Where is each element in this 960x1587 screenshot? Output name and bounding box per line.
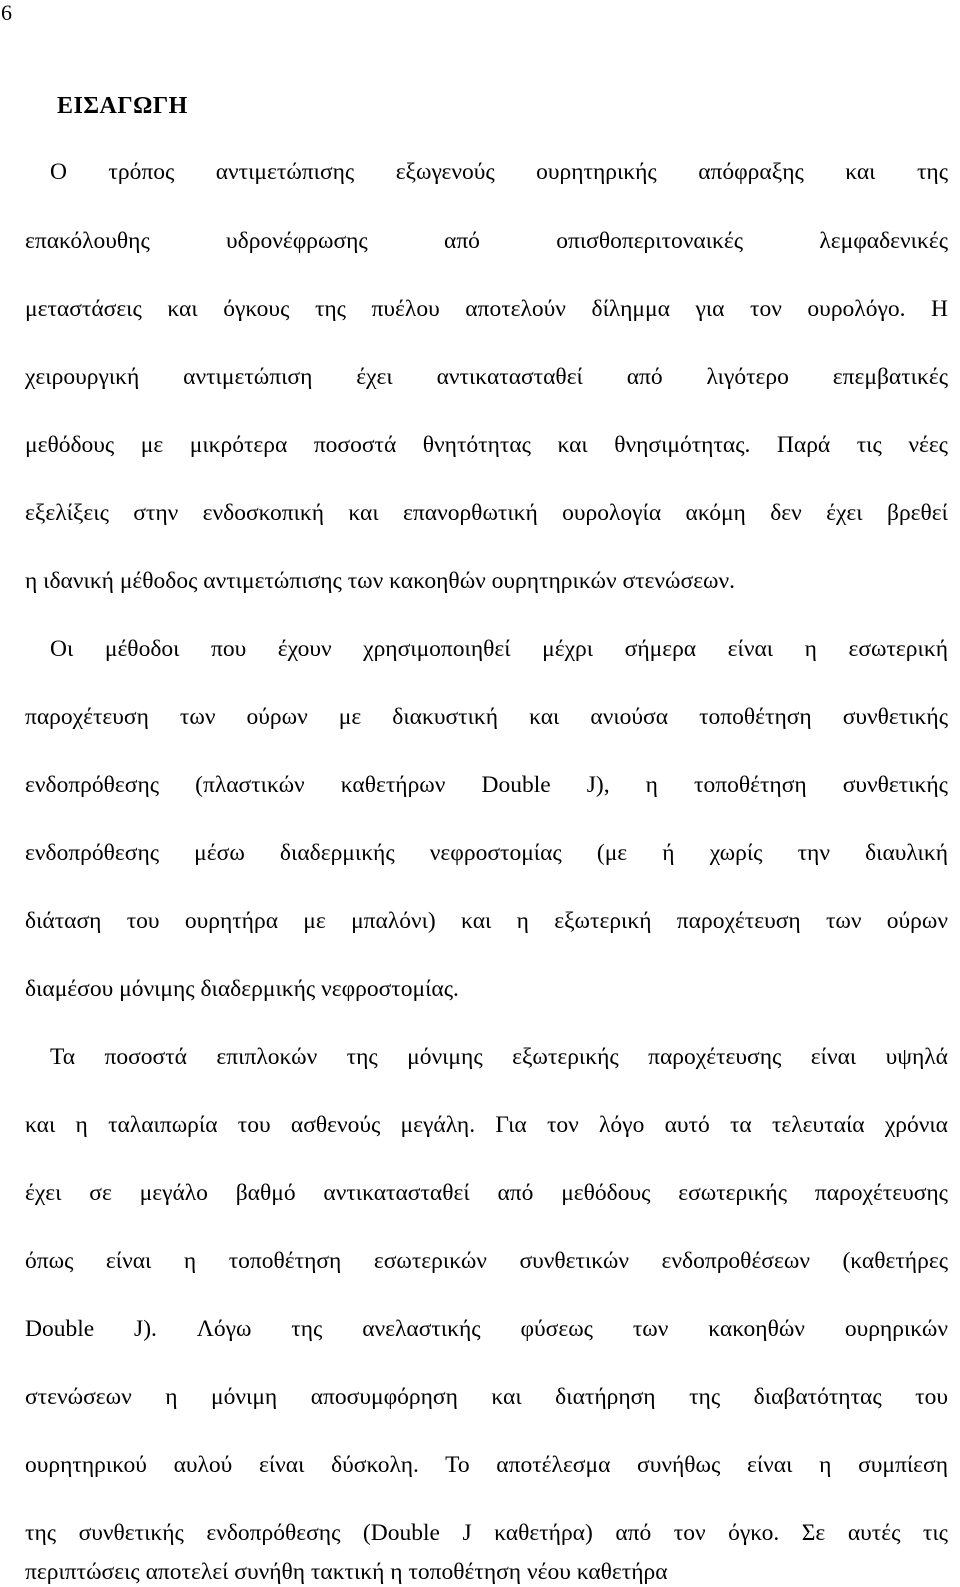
- text-line: εξελίξεις στην ενδοσκοπική και επανορθωτική ουρολογία ακόμη δεν έχει βρεθεί: [25, 500, 948, 526]
- text-line: παροχέτευση των ούρων με διακυστική και ανιούσα τοποθέτηση συνθετικής: [25, 704, 948, 730]
- text-line: ενδοπρόθεσης (πλαστικών καθετήρων Double J), η τοποθέτηση συνθετικής: [25, 772, 948, 798]
- text-line: ενδοπρόθεσης μέσω διαδερμικής νεφροστομίας (με ή χωρίς την διαυλική: [25, 840, 948, 866]
- page-number: 6: [1, 0, 12, 25]
- text-line: Οι μέθοδοι που έχουν χρησιμοποιηθεί μέχρι σήμερα είναι η εσωτερική: [50, 636, 948, 662]
- text-line: της συνθετικής ενδοπρόθεσης (Double J καθετήρα) από τον όγκο. Σε αυτές τις: [25, 1520, 948, 1546]
- text-line: χειρουργική αντιμετώπιση έχει αντικατασταθεί από λιγότερο επεμβατικές: [25, 364, 948, 390]
- text-line: στενώσεων η μόνιμη αποσυμφόρηση και διατήρηση της διαβατότητας του: [25, 1384, 948, 1410]
- text-line: μεθόδους με μικρότερα ποσοστά θνητότητας και θνησιμότητας. Παρά τις νέες: [25, 432, 948, 458]
- text-line: όπως είναι η τοποθέτηση εσωτερικών συνθετικών ενδοπροθέσεων (καθετήρες: [25, 1248, 948, 1274]
- section-heading: ΕΙΣΑΓΩΓΗ: [57, 93, 188, 119]
- text-line: ουρητηρικού αυλού είναι δύσκολη. Το αποτέλεσμα συνήθως είναι η συμπίεση: [25, 1452, 948, 1478]
- text-line: Ο τρόπος αντιμετώπισης εξωγενούς ουρητηρικής απόφραξης και της: [50, 159, 948, 185]
- text-line: Τα ποσοστά επιπλοκών της μόνιμης εξωτερικής παροχέτευσης είναι υψηλά: [50, 1044, 948, 1070]
- text-line: περιπτώσεις αποτελεί συνήθη τακτική η τοποθέτηση νέου καθετήρα: [25, 1559, 668, 1585]
- text-line: η ιδανική μέθοδος αντιμετώπισης των κακοηθών ουρητηρικών στενώσεων.: [25, 568, 736, 594]
- text-line: μεταστάσεις και όγκους της πυέλου αποτελούν δίλημμα για τον ουρολόγο. Η: [25, 296, 948, 322]
- text-line: διάταση του ουρητήρα με μπαλόνι) και η εξωτερική παροχέτευση των ούρων: [25, 908, 948, 934]
- text-line: έχει σε μεγάλο βαθμό αντικατασταθεί από μεθόδους εσωτερικής παροχέτευσης: [25, 1180, 948, 1206]
- text-line: διαμέσου μόνιμης διαδερμικής νεφροστομίας.: [25, 976, 459, 1002]
- text-line: επακόλουθης υδρονέφρωσης από οπισθοπεριτοναικές λεμφαδενικές: [25, 228, 948, 254]
- text-line: και η ταλαιπωρία του ασθενούς μεγάλη. Για τον λόγο αυτό τα τελευταία χρόνια: [25, 1112, 948, 1138]
- text-line: Double J). Λόγω της ανελαστικής φύσεως των κακοηθών ουρηρικών: [25, 1316, 948, 1342]
